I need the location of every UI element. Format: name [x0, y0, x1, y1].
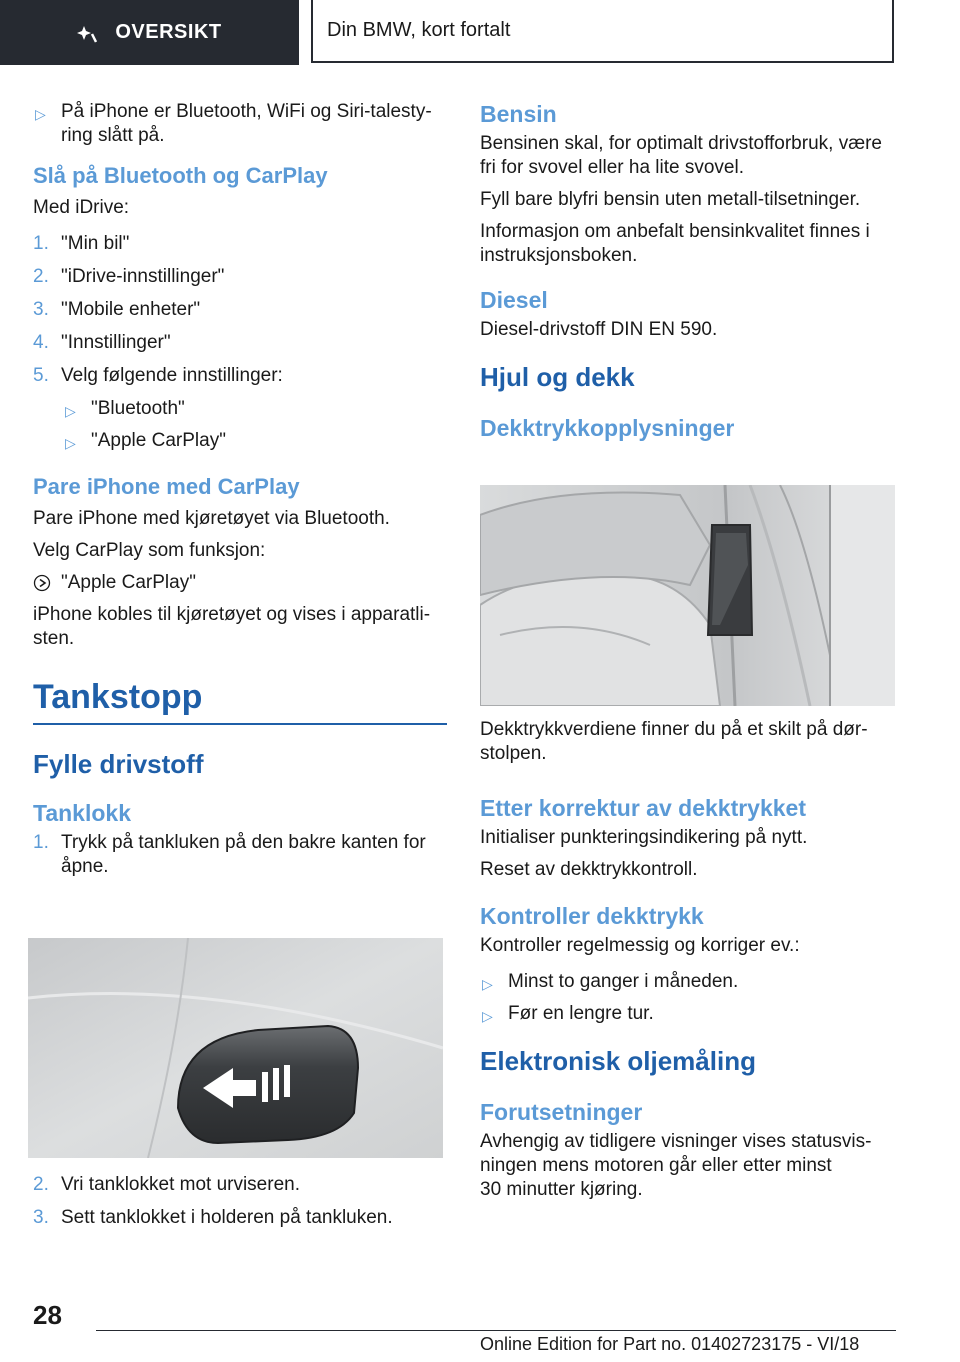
door-pillar-image [480, 485, 895, 706]
left-column [33, 100, 453, 879]
fuel-flap-photo [28, 938, 443, 1158]
bullet-text: Før en lengre tur. [508, 1003, 654, 1024]
paragraph [480, 718, 900, 766]
bullet-text: Minst to ganger i måneden. [508, 971, 739, 992]
step-text: "Mobile enheter" [61, 299, 201, 320]
section-tab-label: OVERSIKT [115, 21, 222, 43]
page-number: 28 [33, 1300, 62, 1330]
left-column-bottom [33, 1173, 453, 1239]
step-item [33, 298, 453, 322]
step-text: Trykk på tankluken på den bakre kanten for [61, 832, 426, 853]
step-number: 3. [33, 1207, 49, 1228]
step-number: 2. [33, 266, 49, 287]
door-pillar-photo [480, 485, 895, 706]
paragraph: Reset av dekktrykkontroll. [480, 859, 698, 880]
step-text: Vri tanklokket mot urviseren. [61, 1174, 300, 1195]
list-item [480, 970, 900, 994]
step-item [33, 831, 453, 879]
step-text: åpne. [61, 856, 109, 877]
step-item [33, 331, 453, 355]
sparkle-icon [77, 23, 97, 43]
heading-kontroller: Kontroller dekktrykk [480, 903, 704, 929]
heading-fylle: Fylle drivstoff [33, 749, 204, 779]
step-item [33, 1173, 453, 1197]
section-tab[interactable] [0, 0, 299, 65]
chapter-title [311, 0, 894, 63]
paragraph-line: Dekktrykkverdiene finner du på et skilt på dør- [480, 719, 868, 740]
right-column [480, 100, 900, 446]
step-number: 5. [33, 365, 49, 386]
heading-pare: Pare iPhone med CarPlay [33, 474, 300, 499]
sub-step-text: "Bluetooth" [91, 398, 185, 419]
heading-olje: Elektronisk oljemåling [480, 1046, 756, 1076]
step-number: 3. [33, 299, 49, 320]
step-text: "iDrive-innstillinger" [61, 266, 225, 287]
paragraph-line: sten. [33, 628, 75, 649]
paragraph-line: Bensinen skal, for optimalt drivstofforbruk, være [480, 133, 882, 154]
fuel-flap-image [28, 938, 443, 1158]
step-number: 1. [33, 233, 49, 254]
paragraph [480, 132, 900, 180]
triangle-bullet-icon: ▷ [482, 976, 493, 992]
heading-diesel: Diesel [480, 287, 548, 313]
paragraph-line: Avhengig av tidligere visninger vises statusvis- [480, 1131, 872, 1152]
paragraph-line: Informasjon om anbefalt bensinkvalitet finnes i [480, 221, 870, 242]
section-rule [33, 723, 447, 725]
heading-bluetooth: Slå på Bluetooth og CarPlay [33, 163, 328, 188]
triangle-bullet-icon: ▷ [482, 1008, 493, 1024]
paragraph [480, 220, 900, 268]
heading-tanklokk: Tanklokk [33, 800, 131, 826]
paragraph-line: stolpen. [480, 743, 547, 764]
heading-dekktrykk: Dekktrykkopplysninger [480, 415, 735, 441]
paragraph: Med iDrive: [33, 197, 130, 218]
step-number: 4. [33, 332, 49, 353]
paragraph: Velg CarPlay som funksjon: [33, 540, 266, 561]
triangle-bullet-icon: ▷ [35, 106, 46, 122]
paragraph: Fyll bare blyfri bensin uten metall-tilsetninger. [480, 189, 861, 210]
bullet-text: ring slått på. [61, 125, 165, 146]
triangle-bullet-icon: ▷ [65, 403, 76, 419]
step-number: 2. [33, 1174, 49, 1195]
sub-step-text: "Apple CarPlay" [91, 430, 226, 451]
step-number: 1. [33, 832, 49, 853]
paragraph: Initialiser punkteringsindikering på nytt. [480, 827, 808, 848]
paragraph-line: fri for svovel eller ha lite svovel. [480, 157, 744, 178]
paragraph: Diesel-drivstoff DIN EN 590. [480, 319, 718, 340]
heading-tankstopp: Tankstopp [33, 678, 203, 716]
step-text: "Min bil" [61, 233, 130, 254]
step-item [33, 232, 453, 256]
heading-etter: Etter korrektur av dekktrykket [480, 795, 806, 821]
footer-rule [96, 1330, 896, 1331]
menu-path [33, 571, 453, 595]
paragraph: Pare iPhone med kjøretøyet via Bluetooth. [33, 508, 390, 529]
paragraph-line: ningen mens motoren går eller etter minst [480, 1155, 832, 1176]
list-item [33, 100, 453, 148]
bullet-text: På iPhone er Bluetooth, WiFi og Siri-talesty- [61, 101, 432, 122]
right-column-bottom [480, 718, 900, 1210]
paragraph [480, 1130, 900, 1202]
paragraph: Kontroller regelmessig og korriger ev.: [480, 935, 800, 956]
menu-path-text: "Apple CarPlay" [61, 572, 196, 593]
step-text: Velg følgende innstillinger: [61, 365, 283, 386]
step-item [33, 265, 453, 289]
step-text: Sett tanklokket i holderen på tankluken. [61, 1207, 393, 1228]
paragraph-line: iPhone kobles til kjøretøyet og vises i apparatli- [33, 604, 431, 625]
sub-step-item [33, 429, 453, 453]
paragraph [33, 603, 453, 651]
heading-hjul: Hjul og dekk [480, 362, 635, 392]
paragraph-line: instruksjonsboken. [480, 245, 638, 266]
step-item [33, 364, 453, 388]
play-circle-icon [33, 574, 51, 592]
step-text: "Innstillinger" [61, 332, 171, 353]
list-item [480, 1002, 900, 1026]
footer-edition: Online Edition for Part no. 01402723175 - VI/18 [480, 1334, 860, 1354]
sub-step-item [33, 397, 453, 421]
heading-bensin: Bensin [480, 101, 557, 127]
step-item [33, 1206, 453, 1230]
chapter-title-text: Din BMW, kort fortalt [327, 19, 511, 41]
triangle-bullet-icon: ▷ [65, 435, 76, 451]
paragraph-line: 30 minutter kjøring. [480, 1179, 643, 1200]
heading-forut: Forutsetninger [480, 1099, 643, 1125]
